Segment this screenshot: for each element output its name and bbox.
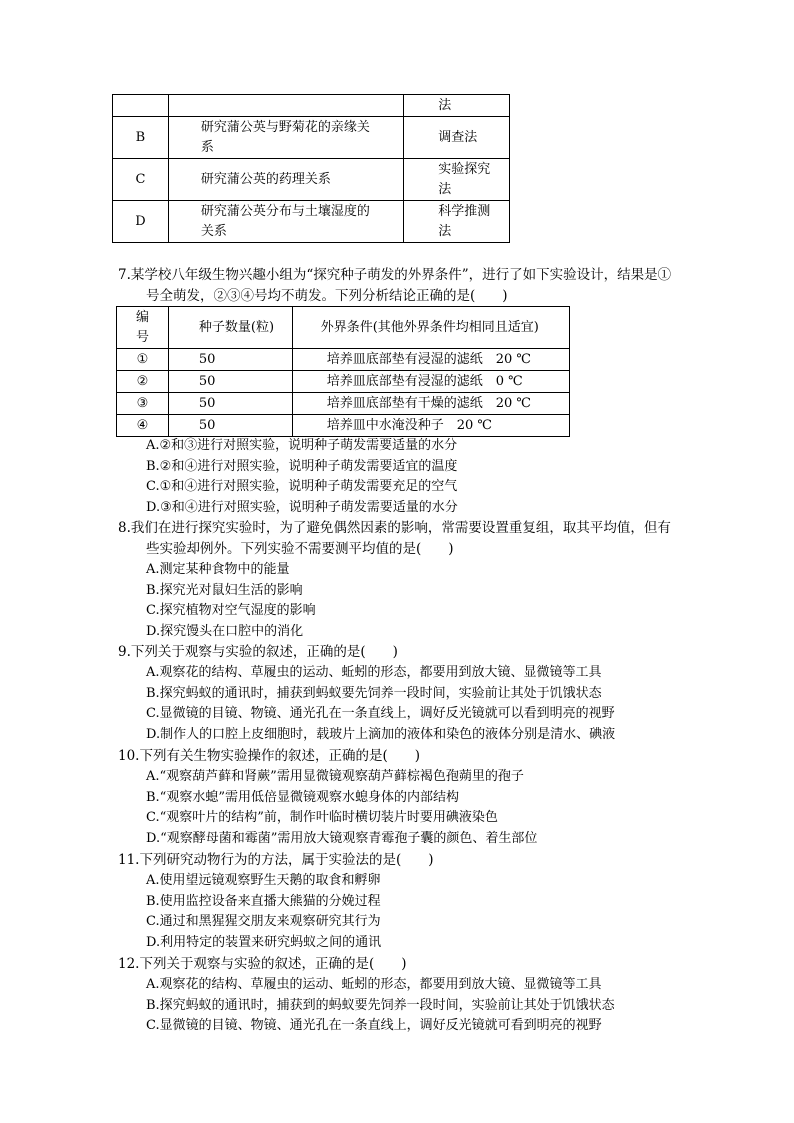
table-cell: [404, 159, 510, 201]
option-d: D.“观察酵母菌和霉菌”需用放大镜观察青霉孢子囊的颜色、着生部位: [146, 831, 538, 847]
table-cell: 培养皿底部垫有浸湿的滤纸 20 ℃: [292, 349, 569, 371]
table-cell: 培养皿底部垫有干燥的滤纸 20 ℃: [292, 393, 569, 415]
question-text: 些实验却例外。下列实验不需要测平均值的是( ): [146, 541, 454, 557]
question-text: 号全萌发，②③④号均不萌发。下列分析结论正确的是( ): [146, 288, 508, 304]
table-cell: 调查法: [404, 117, 510, 159]
cell-line: 科学推测: [438, 203, 491, 219]
option-b: B.探究蚂蚁的通讯时，捕获到蚂蚁要先饲养一段时间，实验前让其处于饥饿状态: [146, 685, 602, 701]
table-cell: ④: [117, 415, 169, 437]
table-header: [117, 307, 169, 349]
question-text: 8.我们在进行探究实验时，为了避免偶然因素的影响，常需要设置重复组，取其平均值，但有: [118, 520, 671, 536]
option-a: A.②和③进行对照实验，说明种子萌发需要适量的水分: [146, 438, 458, 453]
table-cell: [113, 95, 169, 117]
question-text: 12.下列关于观察与实验的叙述，正确的是( ): [118, 956, 407, 972]
option-b: B.使用监控设备来直播大熊猫的分娩过程: [146, 893, 381, 909]
table-cell: ②: [117, 371, 169, 393]
table-row: [117, 393, 570, 415]
table-cell: [168, 201, 403, 243]
question-8-options: [146, 560, 316, 643]
table-cell: [168, 95, 403, 117]
table-row: [117, 371, 570, 393]
question-11: [118, 850, 434, 871]
table-header: 种子数量(粒): [168, 307, 292, 349]
question-10: [118, 746, 420, 767]
cell-line: 编: [135, 309, 149, 325]
table-cell: 50: [168, 415, 292, 437]
question-7: [118, 265, 671, 307]
cell-line: 系: [200, 139, 214, 155]
option-b: B.“观察水螅”需用低倍显微镜观察水螅身体的内部结构: [146, 789, 459, 805]
option-a: A.观察花的结构、草履虫的运动、蚯蚓的形态，都要用到放大镜、显微镜等工具: [146, 977, 602, 992]
table-row: [117, 415, 570, 437]
table-cell: [168, 117, 403, 159]
option-b: B.②和④进行对照实验，说明种子萌发需要适宜的温度: [146, 458, 458, 474]
seed-table: [116, 306, 570, 437]
option-c: C.显微镜的目镜、物镜、通光孔在一条直线上，调好反光镜就可看到明亮的视野: [146, 1018, 602, 1034]
question-text: 9.下列关于观察与实验的叙述，正确的是( ): [118, 644, 398, 660]
question-9: [118, 642, 398, 663]
option-d: D.③和④进行对照实验，说明种子萌发需要适量的水分: [146, 500, 458, 516]
question-text: 11.下列研究动物行为的方法，属于实验法的是( ): [118, 852, 434, 868]
table-cell: C: [113, 159, 169, 201]
table-cell: ③: [117, 393, 169, 415]
question-text: 10.下列有关生物实验操作的叙述，正确的是( ): [118, 748, 421, 764]
question-12: [118, 954, 407, 975]
option-d: D.探究馒头在口腔中的消化: [146, 624, 304, 640]
cell-line: 研究蒲公英与野菊花的亲缘关: [200, 119, 370, 135]
option-d: D.制作人的口腔上皮细胞时，载玻片上滴加的液体和染色的液体分别是清水、碘液: [146, 727, 616, 743]
question-12-options: [146, 975, 615, 1037]
option-a: A.测定某种食物中的能量: [146, 562, 290, 577]
option-a: A.观察花的结构、草履虫的运动、蚯蚓的形态，都要用到放大镜、显微镜等工具: [146, 665, 602, 680]
cell-line: 实验探究: [438, 161, 491, 177]
table-row: [113, 159, 510, 201]
question-8: [118, 518, 671, 560]
option-a: A.“观察葫芦藓和肾蕨”需用显微镜观察葫芦藓棕褐色孢蒴里的孢子: [146, 769, 524, 784]
option-a: A.使用望远镜观察野生天鹅的取食和孵卵: [146, 873, 381, 888]
question-11-options: [146, 871, 381, 954]
table-cell: 50: [168, 371, 292, 393]
option-b: B.探究光对鼠妇生活的影响: [146, 582, 303, 598]
cell-line: 关系: [200, 223, 227, 239]
table-cell: 研究蒲公英的药理关系: [168, 159, 403, 201]
cell-line: 号: [135, 329, 149, 345]
table-header: 外界条件(其他外界条件均相同且适宜): [292, 307, 569, 349]
table-row: [113, 201, 510, 243]
option-c: C.探究植物对空气湿度的影响: [146, 603, 316, 619]
option-c: C.①和④进行对照实验，说明种子萌发需要充足的空气: [146, 479, 458, 495]
option-c: C.通过和黑猩猩交朋友来观察研究其行为: [146, 914, 381, 930]
option-b: B.探究蚂蚁的通讯时，捕获到的蚂蚁要先饲养一段时间，实验前让其处于饥饿状态: [146, 997, 615, 1013]
table-cell: B: [113, 117, 169, 159]
table-cell: 法: [404, 95, 510, 117]
table-cell: 培养皿底部垫有浸湿的滤纸 0 ℃: [292, 371, 569, 393]
option-c: C.显微镜的目镜、物镜、通光孔在一条直线上，调好反光镜就可以看到明亮的视野: [146, 706, 615, 722]
option-d: D.利用特定的装置来研究蚂蚁之间的通讯: [146, 935, 382, 951]
table-cell: 50: [168, 393, 292, 415]
table-row: [117, 349, 570, 371]
cell-line: 法: [438, 223, 452, 239]
question-text: 7.某学校八年级生物兴趣小组为“探究种子萌发的外界条件”，进行了如下实验设计，结果是①: [118, 267, 672, 283]
table-cell: ①: [117, 349, 169, 371]
table-row: [113, 117, 510, 159]
option-c: C.“观察叶片的结构”前，制作叶临时横切装片时要用碘液染色: [146, 810, 498, 826]
cell-line: 法: [438, 181, 452, 197]
table-header-row: [117, 307, 570, 349]
table-cell: [404, 201, 510, 243]
table-cell: 培养皿中水淹没种子 20 ℃: [292, 415, 569, 437]
question-9-options: [146, 663, 615, 746]
question-7-options: [146, 436, 458, 519]
table-cell: 50: [168, 349, 292, 371]
cell-line: 研究蒲公英分布与土壤湿度的: [200, 203, 370, 219]
question-10-options: [146, 767, 537, 850]
method-table: [112, 94, 510, 243]
table-cell: D: [113, 201, 169, 243]
table-row: [113, 95, 510, 117]
